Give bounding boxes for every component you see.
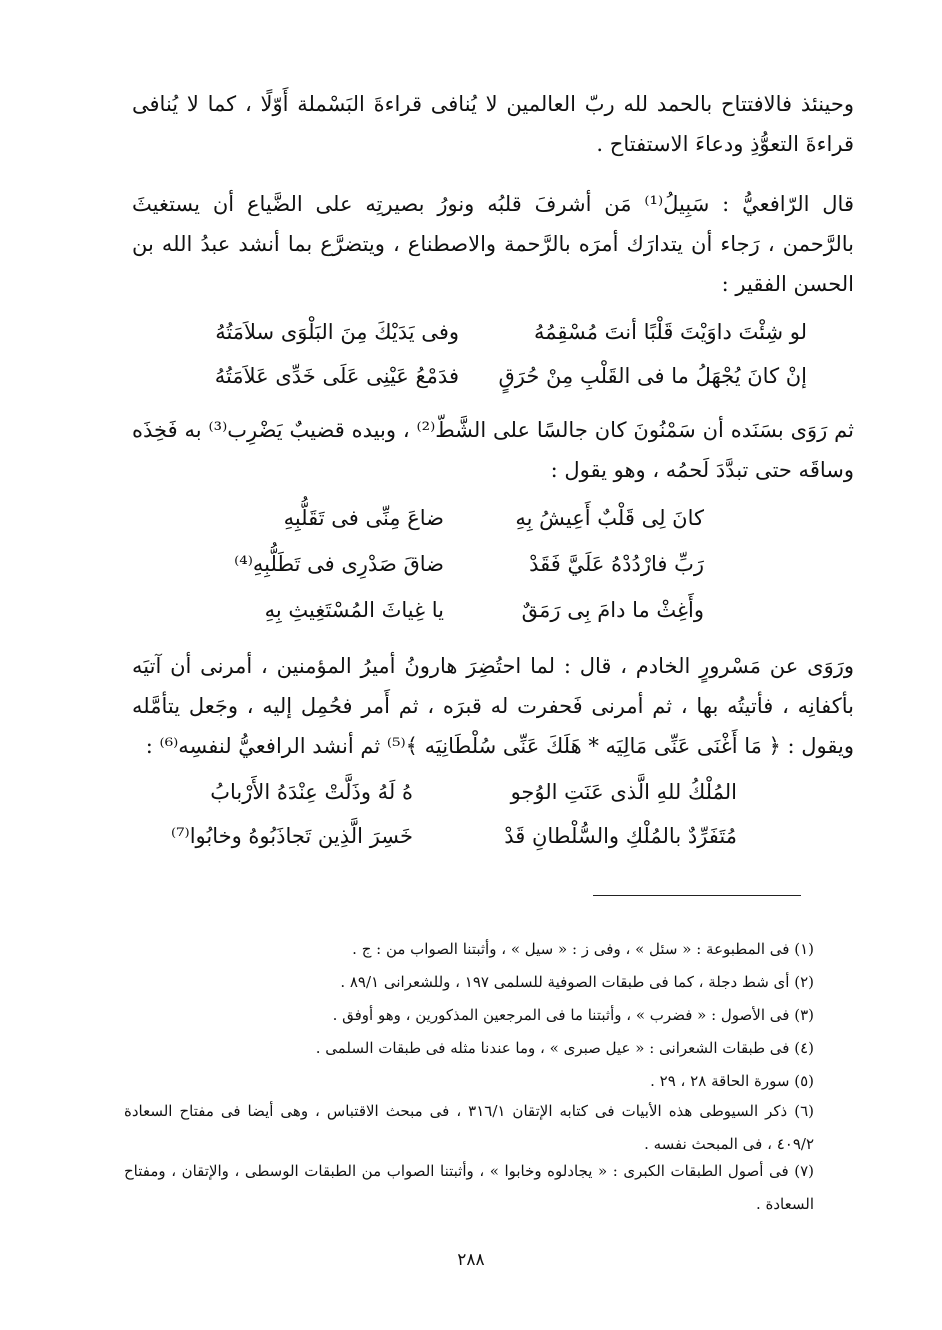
footnote-4: (٤) فى طبقات الشعرانى : « عيل صبرى » ، وما عندنا مثله فى طبقات السلمى . [315, 1039, 814, 1057]
poem-2-verse-1 [204, 498, 704, 538]
poem-2-verse-3 [204, 590, 704, 630]
hemistich: هُ لَهُ وذَلَّتْ عِنْدَهُ الأَرْبابُ [210, 780, 413, 804]
hemistich: خَسِرَ الَّذِين تَجاذَبُوهُ وخابُوا⁽⁷⁾ [170, 824, 413, 848]
footnote-separator [593, 895, 801, 896]
hemistich: ضاقَ صَدْرِى فى تَطَلُّبِهِ⁽⁴⁾ [234, 552, 444, 576]
footnote-6: (٦) ذكر السيوطى هذه الأبيات فى كتابه الإتقان ٣١٦/١ ، فى مبحث الاقتباس ، وهى أيضا فى مفتاح السعادة ٤٠٩/٢ ، فى المبحث نفسه . [124, 1102, 815, 1153]
hemistich: لو شِئْتَ داوَيْتَ قَلْبًا أنتَ مُسْقِمُهُ [534, 320, 807, 344]
paragraph-rafii-saying: قال الرّافعيُّ : سَبِيلُ⁽¹⁾ مَن أشرفَ قلبُه ونورُ بصيرتِه على الضَّياع أن يستغيثَ بالرَّحمن ، رَجاء أن يتدارَك أمرَه بالرَّحمة والاصطناع ، ويتضرَّع بما أنشد عبدُ الله بن الحسن الفقير : [132, 192, 854, 296]
poem-3-verse-1 [113, 772, 737, 812]
hemistich: فدَمْعُ عَيْنِى عَلَى خَدِّى عَلاَمَتُهُ [214, 364, 459, 388]
hemistich: إنْ كانَ يُجْهَلُ ما فى القَلْبِ مِنْ حُرَقٍ [498, 364, 807, 388]
hemistich: وفى يَدَيْكَ مِنَ البَلْوَى سلاَمَتُهُ [215, 320, 459, 344]
footnote-2: (٢) أى شط دجلة ، كما فى طبقات الصوفية للسلمى ١٩٧ ، وللشعرانى ٨٩/١ . [340, 973, 814, 991]
poem-1-verse-1 [149, 312, 807, 352]
footnote-1: (١) فى المطبوعة : « سئل » ، وفى ز : « سيل » ، وأثبتنا الصواب من : ج . [352, 940, 814, 958]
footnote-7: (٧) فى أصول الطبقات الكبرى : « يجادلوه وخابوا » ، وأثبتنا الصواب من الطبقات الوسطى ، والإتقان ، ومفتاح السعادة . [124, 1162, 814, 1213]
paragraph-masrur: ورَوَى عن مَسْرورٍ الخادم ، قال : لما احتُضِرَ هارونُ أميرُ المؤمنين ، أمرنى أن آتيَه بأكفانِه ، فأتيتُه بها ، ثم أمرنى فَحفرت له قبرَه ، ثم أَمر فحُمِل إليه ، وجَعل يتأمَّله ويقول : ﴿ مَا أَغْنَى عَنِّى مَالِيَه * هَلَكَ عَنِّى سُلْطَانِيَه ﴾⁽⁵⁾ ثم أنشد الرافعيُّ لنفسِه⁽⁶⁾ : [132, 654, 854, 758]
hemistich: مُتَفَرِّدٌ بالمُلْكِ والسُّلْطانِ قَدْ [504, 824, 737, 848]
paragraph-opening: وحينئذ فالافتتاح بالحمد لله ربّ العالمين لا يُنافى قراءةَ البَسْملة أَوّلًا ، كما لا يُنافى قراءةَ التعوُّذِ ودعاءَ الاستفتاح . [132, 92, 854, 156]
hemistich: ضاعَ مِنِّى فى تَقَلُّبِهِ [283, 506, 444, 530]
paragraph-samnun: ثم رَوَى بسَنَده أن سَمْنُونَ كان جالسًا على الشَّطّ⁽²⁾ ، وبيده قضيبٌ يَضْرِب⁽³⁾ به فَخِذَه وساقَه حتى تبدَّدَ لَحمُه ، وهو يقول : [132, 418, 855, 482]
hemistich: المُلْكُ للهِ الَّذى عَنَتِ الوُجو [510, 780, 737, 804]
hemistich: يا غِياثَ المُسْتَغِيثِ بِهِ [264, 598, 444, 622]
poem-3-verse-2 [113, 816, 737, 856]
footnote-5: (٥) سورة الحاقة ٢٨ ، ٢٩ . [650, 1072, 814, 1090]
hemistich: كانَ لِى قَلْبٌ أَعِيشُ بِهِ [515, 506, 704, 530]
hemistich: رَبِّ فارْدُدْهُ عَلَيَّ فَقَدْ [529, 552, 704, 576]
footnote-3: (٣) فى الأصول : « فضرب » ، وأثبتنا ما فى المرجعين المذكورين ، وهو أوفق . [332, 1006, 814, 1024]
poem-2-verse-2 [204, 544, 704, 584]
hemistich: وأَغِثْ ما دامَ بِى رَمَقٌ [521, 598, 704, 622]
poem-1-verse-2 [149, 356, 807, 396]
page-number: ٢٨٨ [457, 1250, 485, 1270]
